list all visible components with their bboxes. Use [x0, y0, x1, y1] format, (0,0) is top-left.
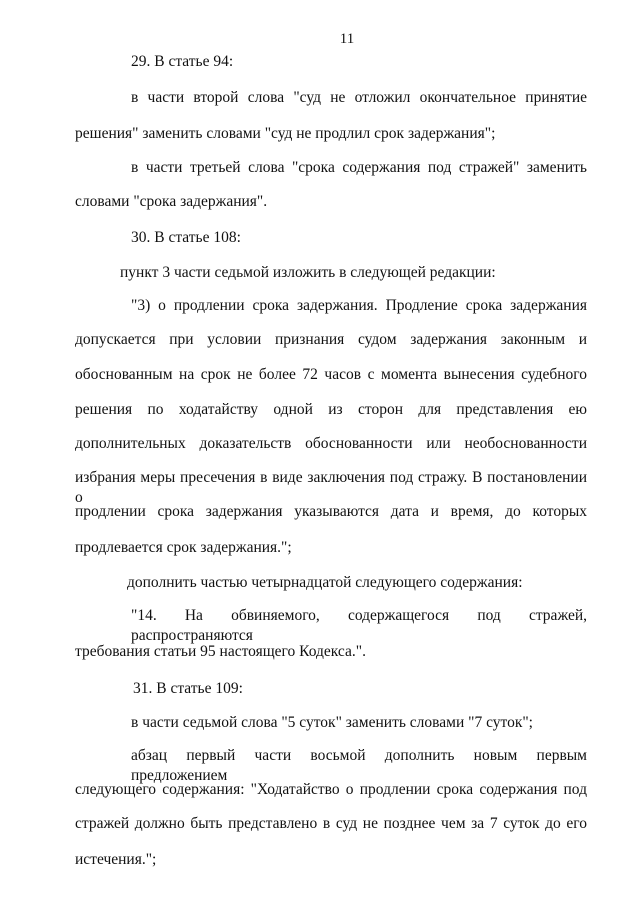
text-line: следующего содержания: "Ходатайство о продлении срока содержания под [75, 781, 587, 798]
text-line: продлении срока задержания указываются дата и время, до которых [75, 503, 587, 520]
text-line: дополнительных доказательств обоснованности или необоснованности [75, 435, 587, 452]
text-line: продлевается срок задержания."; [75, 539, 292, 556]
text-line: абзац первый части восьмой дополнить новым первым предложением [131, 747, 587, 784]
text-line: "3) о продлении срока задержания. Продление срока задержания [131, 297, 587, 314]
text-line: в части третьей слова "срока содержания под стражей" заменить [131, 159, 587, 176]
text-line: истечения."; [75, 851, 157, 868]
text-line: стражей должно быть представлено в суд не позднее чем за 7 суток до его [75, 815, 587, 832]
text-line: дополнить частью четырнадцатой следующего содержания: [127, 574, 523, 591]
text-line: допускается при условии признания судом задержания законным и [75, 331, 587, 348]
text-line: избрания меры пресечения в виде заключения под стражу. В постановлении о [75, 469, 587, 506]
text-line: пункт 3 части седьмой изложить в следующей редакции: [120, 264, 496, 281]
text-line: решения" заменить словами "суд не продлил срок задержания"; [75, 125, 496, 142]
text-line: обоснованным на срок не более 72 часов с момента вынесения судебного [75, 366, 587, 383]
text-line: в части седьмой слова "5 суток" заменить словами "7 суток"; [131, 714, 533, 731]
text-line: требования статьи 95 настоящего Кодекса.". [75, 643, 366, 660]
page-number: 11 [339, 31, 355, 47]
text-line: в части второй слова "суд не отложил окончательное принятие [131, 89, 587, 106]
text-line-article-31: 31. В статье 109: [133, 680, 243, 697]
text-line-article-30: 30. В статье 108: [131, 229, 241, 246]
text-line: словами "срока задержания". [75, 193, 268, 210]
text-line: "14. На обвиняемого, содержащегося под стражей, распространяются [131, 607, 587, 644]
text-line-article-29: 29. В статье 94: [131, 53, 234, 70]
text-line: решения по ходатайству одной из сторон для представления ею [75, 401, 587, 418]
